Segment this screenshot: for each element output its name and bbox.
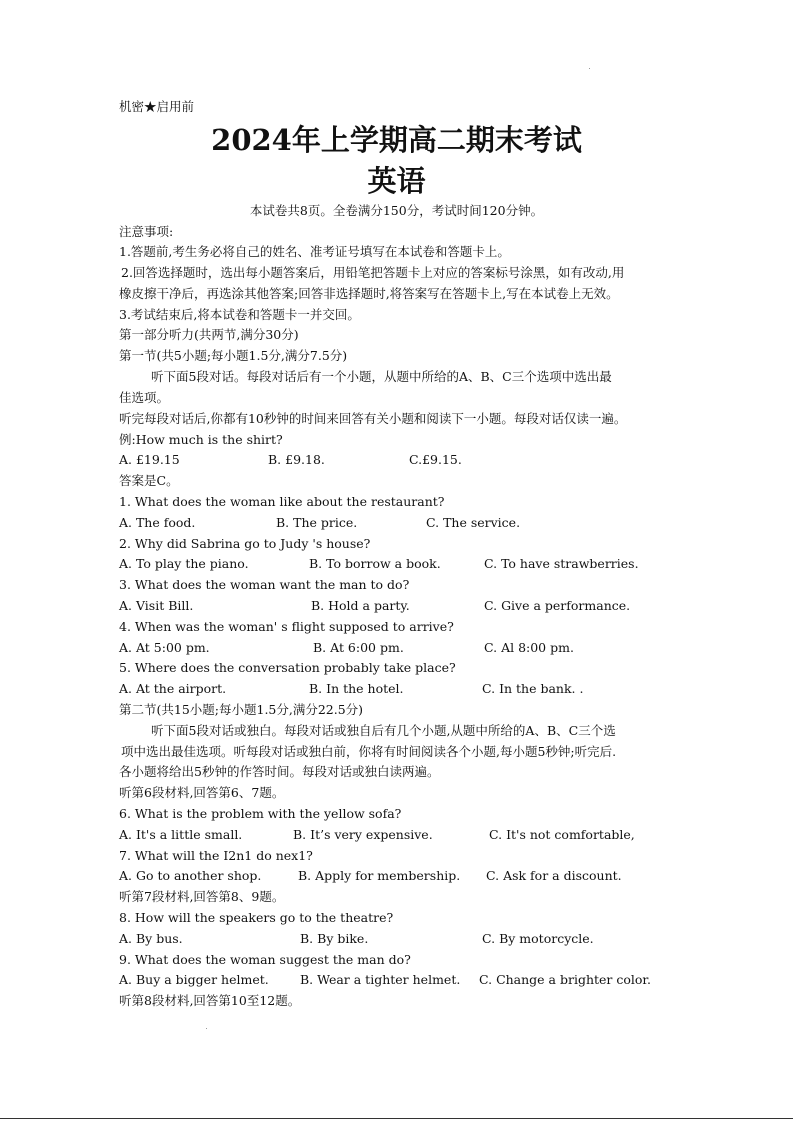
note-3: 3.考试结束后,将本试卷和答题卡一并交回。 bbox=[119, 307, 360, 322]
q7-option-c: C. Ask for a discount. bbox=[486, 868, 622, 883]
question-6: 6. What is the problem with the yellow sofa? bbox=[119, 806, 402, 821]
section-1-instruction-line-2: 佳选项。 bbox=[119, 390, 170, 405]
section-2-instruction-line-2: 项中选出最佳选项。听每段对话或独白前，你将有时间阅读各个小题,每小题5秒钟;听完后. bbox=[121, 744, 617, 759]
question-4: 4. When was the woman' s flight supposed to arrive? bbox=[119, 619, 454, 634]
section-1-instruction-line-1: 听下面5段对话。每段对话后有一个小题，从题中所给的A、B、C三个选项中选出最 bbox=[151, 369, 612, 384]
q5-option-a: A. At the airport. bbox=[119, 681, 227, 696]
material-8-heading: 听第8段材料,回答第10至12题。 bbox=[119, 993, 301, 1008]
example-answer: 答案是C。 bbox=[119, 473, 179, 488]
question-7: 7. What will the I2n1 do nex1? bbox=[119, 848, 313, 863]
section-2-instruction-line-3: 各小题将给出5秒钟的作答时间。每段对话或独白读两遍。 bbox=[119, 764, 440, 779]
q6-option-c: C. It's not comfortable, bbox=[489, 827, 635, 842]
question-2: 2. Why did Sabrina go to Judy 's house? bbox=[119, 536, 371, 551]
material-7-heading: 听第7段材料,回答第8、9题。 bbox=[119, 889, 285, 904]
note-1: 1.答题前,考生务必将自己的姓名、准考证号填写在本试卷和答题卡上。 bbox=[119, 244, 510, 259]
q9-option-c: C. Change a brighter color. bbox=[479, 972, 652, 987]
q4-option-b: B. At 6:00 pm. bbox=[313, 640, 404, 655]
exam-info: 本试卷共8页。全卷满分150分，考试时间120分钟。 bbox=[249, 203, 544, 218]
q3-option-c: C. Give a performance. bbox=[484, 598, 631, 613]
q9-option-b: B. Wear a tighter helmet. bbox=[300, 972, 461, 987]
scan-speck bbox=[589, 68, 590, 69]
section-1-instruction-line-3: 听完每段对话后,你都有10秒钟的时间来回答有关小题和阅读下一小题。每段对话仅读一遍。 bbox=[119, 411, 627, 426]
q5-option-b: B. In the hotel. bbox=[309, 681, 404, 696]
q8-option-b: B. By bike. bbox=[300, 931, 369, 946]
q8-option-a: A. By bus. bbox=[119, 931, 183, 946]
question-5: 5. Where does the conversation probably take place? bbox=[119, 660, 456, 675]
example-option-a: A. £19.15 bbox=[119, 452, 180, 467]
note-2-line-1: 2.回答选择题时，选出每小题答案后，用铅笔把答题卡上对应的答案标号涂黑，如有改动,用 bbox=[121, 265, 625, 280]
part-1-heading: 第一部分听力(共两节,满分30分) bbox=[119, 327, 299, 342]
note-2-line-2: 橡皮擦干净后，再选涂其他答案;回答非选择题时,将答案写在答题卡上,写在本试卷上无效。 bbox=[119, 286, 619, 301]
q2-option-b: B. To borrow a book. bbox=[309, 556, 441, 571]
q4-option-c: C. Al 8:00 pm. bbox=[484, 640, 574, 655]
confidential-mark: 机密★启用前 bbox=[119, 99, 195, 114]
q2-option-a: A. To play the piano. bbox=[119, 556, 249, 571]
q6-option-a: A. It's a little small. bbox=[119, 827, 243, 842]
q4-option-a: A. At 5:00 pm. bbox=[119, 640, 210, 655]
q2-option-c: C. To have strawberries. bbox=[484, 556, 639, 571]
q3-option-a: A. Visit Bill. bbox=[119, 598, 194, 613]
page-bottom-rule bbox=[0, 1118, 793, 1119]
exam-title: 2024年上学期高二期末考试 bbox=[211, 123, 582, 157]
question-8: 8. How will the speakers go to the theatre? bbox=[119, 910, 394, 925]
q7-option-a: A. Go to another shop. bbox=[119, 868, 262, 883]
material-6-heading: 听第6段材料,回答第6、7题。 bbox=[119, 785, 285, 800]
q8-option-c: C. By motorcycle. bbox=[482, 931, 594, 946]
section-2-instruction-line-1: 听下面5段对话或独白。每段对话或独自后有几个小题,从题中所给的A、B、C三个选 bbox=[151, 723, 616, 738]
q3-option-b: B. Hold a party. bbox=[311, 598, 410, 613]
question-9: 9. What does the woman suggest the man do? bbox=[119, 952, 411, 967]
example-option-b: B. £9.18. bbox=[268, 452, 325, 467]
section-2-heading: 第二节(共15小题;每小题1.5分,满分22.5分) bbox=[119, 702, 364, 717]
notes-heading: 注意事项: bbox=[119, 224, 174, 239]
scan-speck bbox=[206, 1028, 207, 1029]
q5-option-c: C. In the bank. . bbox=[482, 681, 584, 696]
q1-option-c: C. The service. bbox=[426, 515, 521, 530]
example-option-c: C.£9.15. bbox=[409, 452, 462, 467]
example-question: 例:How much is the shirt? bbox=[119, 432, 283, 447]
subject-title: 英语 bbox=[367, 164, 426, 198]
q7-option-b: B. Apply for membership. bbox=[298, 868, 461, 883]
question-1: 1. What does the woman like about the restaurant? bbox=[119, 494, 445, 509]
question-3: 3. What does the woman want the man to do? bbox=[119, 577, 410, 592]
q1-option-b: B. The price. bbox=[276, 515, 358, 530]
q9-option-a: A. Buy a bigger helmet. bbox=[119, 972, 269, 987]
q6-option-b: B. It’s very expensive. bbox=[293, 827, 433, 842]
section-1-heading: 第一节(共5小题;每小题1.5分,满分7.5分) bbox=[119, 348, 348, 363]
q1-option-a: A. The food. bbox=[119, 515, 196, 530]
